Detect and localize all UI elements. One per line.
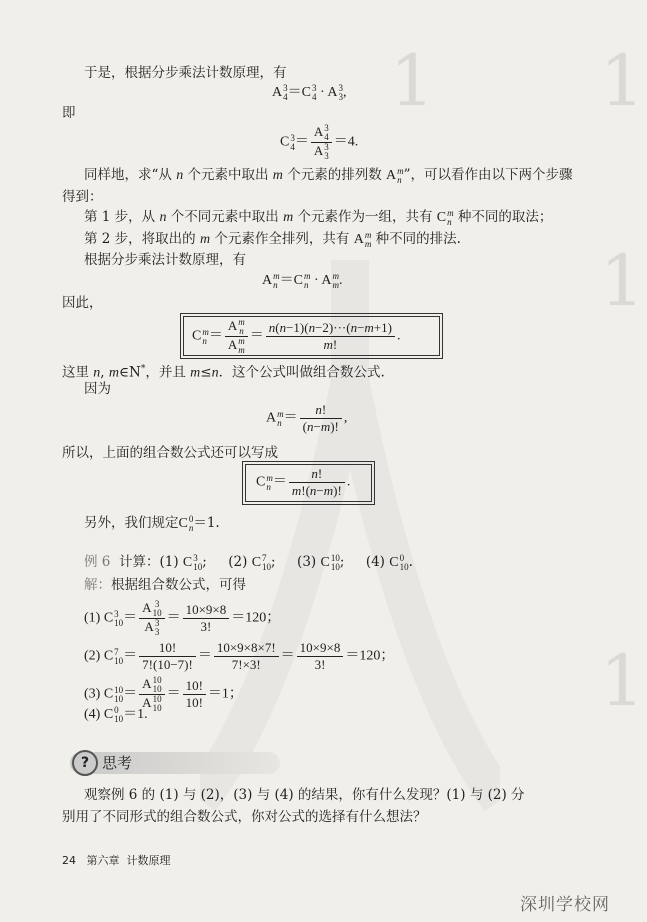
text-line: 即 <box>62 105 76 121</box>
text-line: 因为 <box>84 381 111 397</box>
text-line: 第 1 步，从 n 个不同元素中取出 m 个元素作为一组，共有 C m n 种不同的取法； <box>84 207 553 227</box>
page-footer <box>62 852 171 870</box>
text-line: 同样地，求“从 n 个元素中取出 m 个元素的排列数 A m n ”，可以看作由以下两个步骤 <box>84 165 573 185</box>
result-3: (3) C 10 10 ＝ A 10 10 A 10 10 ＝ $\frac{10!}{10!}$ ＝1； <box>84 675 243 714</box>
text-line: 于是，根据分步乘法计数原理，有 <box>84 65 287 81</box>
chapter-title: 计数原理 <box>126 854 171 867</box>
text-line: 所以，上面的组合数公式还可以写成 <box>62 445 278 461</box>
text-line: 观察例 6 的 (1) 与 (2)，(3) 与 (4) 的结果，你有什么发现？(1) 与 (2) 分 <box>84 787 525 803</box>
formula-c43: C 3 4 ＝ A 3 4 A 3 3 ＝4. <box>280 123 359 162</box>
chapter-label: 第六章 <box>86 854 120 867</box>
result-4: (4) C 0 10 ＝1. <box>84 705 148 724</box>
watermark-decoration: 1 <box>390 40 435 122</box>
text-line: 别用了不同形式的组合数公式，你对公式的选择有什么想法？ <box>62 809 427 825</box>
example-6: 例 6 计算：(1) C 3 10 ; (2) C 7 10 ; (3) C 10 10 ; (4) C 0 10 . <box>84 552 413 572</box>
watermark-decoration: 1 <box>600 640 645 722</box>
text-line: 这里 n, m∈N*，并且 m≤n．这个公式叫做组合数公式. <box>62 364 385 381</box>
text-line: 第 2 步，将取出的 m 个元素作全排列，共有 A m m 种不同的排法. <box>84 229 461 249</box>
text-line: 另外，我们规定C 0 n ＝1. <box>84 513 220 533</box>
combination-formula: C m n ＝ A m n A m m ＝ $\frac{n(n-1)(n-2)\cdot\cdot\cdot(n-m+1)}{m!}$ . <box>192 317 401 356</box>
formula-a44: A 3 4 ＝C 3 4 · A 3 3 , <box>272 83 347 102</box>
site-logo: 深圳学校网 <box>520 895 610 915</box>
factorial-formula: C m n ＝ $\frac{n!}{m!(n-m)!}$ . <box>256 466 351 498</box>
text-line: 因此， <box>62 295 103 311</box>
page-number: 24 <box>62 854 76 867</box>
text-line: 根据分步乘法计数原理，有 <box>84 252 246 268</box>
watermark-decoration: 1 <box>600 40 645 122</box>
question-icon: ? <box>72 750 98 776</box>
result-1: (1) C 3 10 ＝ A 3 10 A 3 3 ＝ $\frac{10\times 9\times 8}{3!}$ ＝120； <box>84 599 281 638</box>
watermark-decoration: 1 <box>600 240 645 322</box>
result-2: (2) C 7 10 ＝ $\frac{10!}{7!(10-7)!}$ ＝ $\frac{10\times 9\times 8\times 7!}{7!\times 3!}$ ＝ $\frac{10\times 9\times 8}{3!}$ ＝120； <box>84 640 395 672</box>
text-line: 得到： <box>62 189 103 205</box>
formula-anm-factorial: A m n ＝ $\frac{n!}{(n-m)!}$ , <box>266 402 348 434</box>
think-title: 思考 <box>102 754 133 772</box>
solution-intro: 解：根据组合数公式，可得 <box>84 577 246 593</box>
formula-anm: A m n ＝C m n · A m m . <box>262 271 343 290</box>
